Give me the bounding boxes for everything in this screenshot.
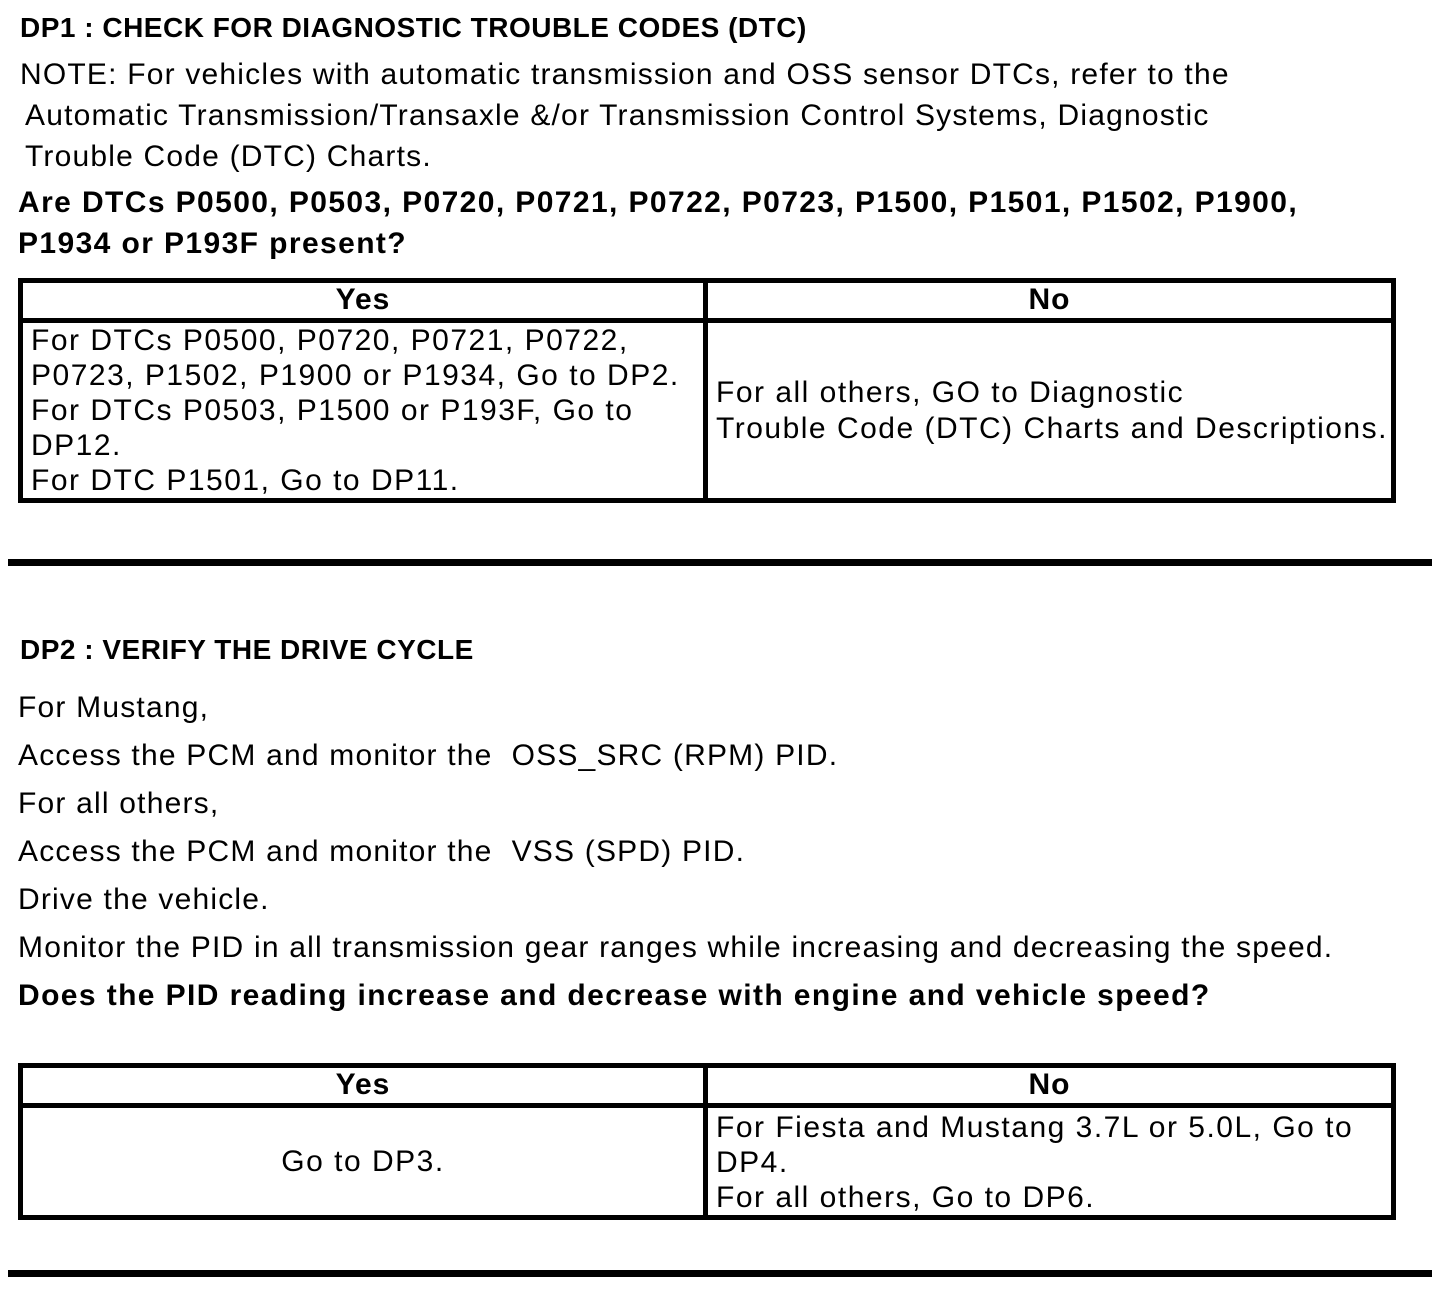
dp2-step-line-4: Access the PCM and monitor the VSS (SPD) PID. (18, 835, 746, 868)
dp2-question: Does the PID reading increase and decrease with engine and vehicle speed? (18, 979, 1211, 1012)
dp2-table-body-row (23, 1108, 1391, 1215)
dp2-procedure-text (18, 684, 1333, 1020)
dp1-table-header-row (23, 283, 1391, 323)
dp1-question (18, 182, 1298, 264)
dp2-yes-text: Go to DP3. (281, 1144, 445, 1178)
section-divider-2 (8, 1270, 1432, 1277)
dp2-step-line-2: Access the PCM and monitor the OSS_SRC (RPM) PID. (18, 739, 839, 772)
dp2-table-no-header: No (703, 1068, 1391, 1103)
dp1-table-no-cell (703, 323, 1391, 498)
dp2-table-yes-header: Yes (335, 1068, 391, 1101)
section-divider-1 (8, 559, 1432, 566)
dp2-step-line-1: For Mustang, (18, 691, 210, 724)
dp2-no-line-3: For all others, Go to DP6. (716, 1181, 1096, 1214)
dp1-no-line-2: Trouble Code (DTC) Charts and Descriptions. (716, 411, 1388, 445)
dp1-table-body-row (23, 323, 1391, 498)
dp1-note-line-3: Trouble Code (DTC) Charts. (25, 140, 432, 173)
dp1-note-line-1: NOTE: For vehicles with automatic transmission and OSS sensor DTCs, refer to the (20, 58, 1230, 91)
dp2-step-line-3: For all others, (18, 787, 220, 820)
dp1-table-yes-header: Yes (335, 283, 391, 316)
dp2-no-line-1: For Fiesta and Mustang 3.7L or 5.0L, Go to (716, 1111, 1354, 1144)
dp1-yes-line-4: DP12. (31, 429, 122, 462)
dp1-yes-line-1: For DTCs P0500, P0720, P0721, P0722, (31, 324, 629, 357)
dp1-yes-line-3: For DTCs P0503, P1500 or P193F, Go to (31, 394, 634, 427)
dp1-decision-table (18, 278, 1396, 503)
dp1-note-paragraph (20, 54, 1230, 177)
dp2-section-heading: DP2 : VERIFY THE DRIVE CYCLE (20, 634, 474, 665)
dp1-yes-line-5: For DTC P1501, Go to DP11. (31, 464, 460, 497)
dp2-table-no-cell (703, 1108, 1391, 1215)
dp1-yes-line-2: P0723, P1502, P1900 or P1934, Go to DP2. (31, 359, 680, 392)
dp1-table-yes-cell (23, 323, 703, 498)
dp2-decision-table (18, 1063, 1396, 1220)
dp1-section-heading: DP1 : CHECK FOR DIAGNOSTIC TROUBLE CODES (DTC) (20, 12, 807, 43)
dp1-table-no-header: No (703, 283, 1391, 318)
dp1-note-line-2: Automatic Transmission/Transaxle &/or Transmission Control Systems, Diagnostic (25, 99, 1210, 132)
dp2-step-line-5: Drive the vehicle. (18, 883, 270, 916)
dp2-no-line-2: DP4. (716, 1146, 789, 1179)
dp2-table-yes-cell (23, 1108, 703, 1215)
dp1-question-line-1: Are DTCs P0500, P0503, P0720, P0721, P0722, P0723, P1500, P1501, P1502, P1900, (18, 186, 1299, 219)
dp1-no-line-1: For all others, GO to Diagnostic (716, 375, 1185, 409)
dp2-table-header-row (23, 1068, 1391, 1108)
dp1-question-line-2: P1934 or P193F present? (18, 227, 408, 260)
dp2-step-line-6: Monitor the PID in all transmission gear ranges while increasing and decreasing the speed. (18, 931, 1334, 964)
